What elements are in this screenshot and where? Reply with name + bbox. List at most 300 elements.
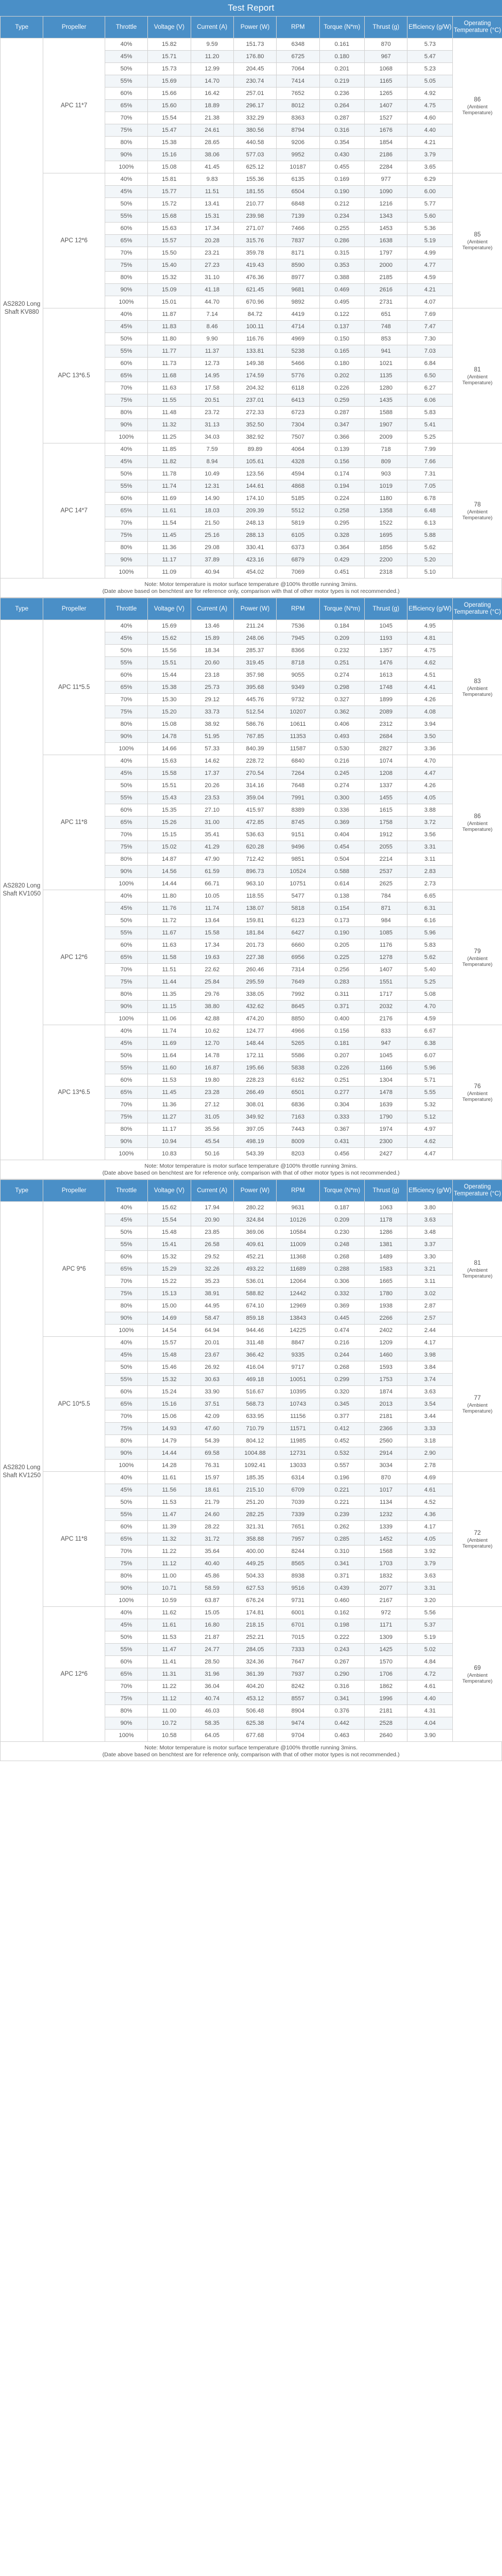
- data-cell: 296.17: [233, 100, 276, 112]
- data-cell: 2185: [365, 272, 407, 284]
- data-cell: 181.84: [233, 927, 276, 939]
- data-cell: 90%: [105, 866, 147, 878]
- data-cell: 0.588: [319, 866, 365, 878]
- motor-type-cell: AS2820 Long Shaft KV1250: [1, 1202, 43, 1742]
- data-cell: 1357: [365, 645, 407, 657]
- data-cell: 75%: [105, 841, 147, 853]
- data-cell: 1854: [365, 137, 407, 149]
- data-cell: 1748: [365, 681, 407, 694]
- data-cell: 1912: [365, 829, 407, 841]
- data-cell: 2181: [365, 1410, 407, 1423]
- data-cell: 15.44: [148, 669, 191, 681]
- data-cell: 70%: [105, 694, 147, 706]
- data-cell: 6.29: [407, 173, 453, 186]
- data-cell: 1090: [365, 186, 407, 198]
- data-cell: 76.31: [191, 1460, 233, 1472]
- data-cell: 4.17: [407, 1337, 453, 1349]
- data-cell: 445.76: [233, 694, 276, 706]
- data-cell: 6123: [277, 915, 319, 927]
- data-cell: 65%: [105, 1398, 147, 1410]
- data-cell: 15.08: [148, 161, 191, 173]
- data-cell: 9704: [277, 1730, 319, 1742]
- table-row: [1, 1202, 502, 1214]
- data-cell: 1216: [365, 198, 407, 210]
- data-cell: 15.31: [191, 210, 233, 223]
- data-cell: 5.73: [407, 38, 453, 51]
- data-cell: 65%: [105, 817, 147, 829]
- data-cell: 0.495: [319, 296, 365, 308]
- data-cell: 45.54: [191, 1136, 233, 1148]
- data-cell: 8590: [277, 259, 319, 272]
- data-cell: 0.285: [319, 1533, 365, 1545]
- data-cell: 472.85: [233, 817, 276, 829]
- data-cell: 0.201: [319, 63, 365, 75]
- data-cell: 3.54: [407, 1398, 453, 1410]
- data-cell: 5238: [277, 345, 319, 358]
- propeller-cell: APC 10*5.5: [43, 1337, 105, 1472]
- data-cell: 6701: [277, 1619, 319, 1631]
- temperature-cell: [452, 173, 502, 308]
- data-cell: 0.460: [319, 1595, 365, 1607]
- data-cell: 260.46: [233, 964, 276, 976]
- data-cell: 18.61: [191, 1484, 233, 1496]
- data-cell: 228.72: [233, 755, 276, 767]
- data-cell: 2032: [365, 1001, 407, 1013]
- data-cell: 11.85: [148, 443, 191, 456]
- data-cell: 75%: [105, 1423, 147, 1435]
- data-cell: 5477: [277, 890, 319, 902]
- column-header: Propeller: [43, 1180, 105, 1202]
- propeller-cell: APC 14*7: [43, 443, 105, 578]
- column-header: Thrust (g): [365, 598, 407, 620]
- data-cell: 0.255: [319, 223, 365, 235]
- data-cell: 28.65: [191, 137, 233, 149]
- data-cell: 3.30: [407, 1251, 453, 1263]
- data-cell: 0.209: [319, 632, 365, 645]
- data-cell: 239.98: [233, 210, 276, 223]
- data-cell: 1615: [365, 804, 407, 817]
- temperature-value: 81: [474, 366, 481, 373]
- note-line: (Date above based on benchtest are for reference only, comparison with that of other motor types is not recommended.): [102, 588, 400, 595]
- data-cell: 15.68: [148, 210, 191, 223]
- data-cell: 0.369: [319, 1300, 365, 1312]
- data-cell: 69.58: [191, 1447, 233, 1460]
- propeller-cell: APC 12*6: [43, 890, 105, 1025]
- data-cell: 1780: [365, 1288, 407, 1300]
- data-cell: 1938: [365, 1300, 407, 1312]
- data-cell: 506.48: [233, 1705, 276, 1717]
- data-cell: 5.23: [407, 63, 453, 75]
- temperature-value: 86: [474, 96, 481, 103]
- data-cell: 0.532: [319, 1447, 365, 1460]
- data-cell: 1665: [365, 1275, 407, 1288]
- data-cell: 80%: [105, 853, 147, 866]
- data-cell: 11.27: [148, 1111, 191, 1123]
- data-cell: 1165: [365, 75, 407, 88]
- data-cell: 0.207: [319, 1050, 365, 1062]
- data-cell: 0.286: [319, 235, 365, 247]
- data-cell: 11587: [277, 743, 319, 755]
- data-cell: 5466: [277, 358, 319, 370]
- data-cell: 0.456: [319, 1148, 365, 1160]
- note-line: Note: Motor temperature is motor surface temperature @100% throttle running 3mins.: [144, 1745, 358, 1751]
- data-cell: 20.60: [191, 657, 233, 669]
- data-cell: 15.32: [148, 272, 191, 284]
- table-row: [1, 308, 502, 321]
- data-cell: 195.66: [233, 1062, 276, 1074]
- data-cell: 11.54: [148, 517, 191, 529]
- data-cell: 11.36: [148, 542, 191, 554]
- data-cell: 31.10: [191, 272, 233, 284]
- data-cell: 512.54: [233, 706, 276, 718]
- data-cell: 64.94: [191, 1325, 233, 1337]
- data-cell: 1583: [365, 1263, 407, 1275]
- temperature-value: 69: [474, 1665, 481, 1671]
- data-cell: 60%: [105, 1386, 147, 1398]
- data-cell: 20.51: [191, 394, 233, 407]
- table-row: [1, 1025, 502, 1037]
- data-cell: 0.345: [319, 1398, 365, 1410]
- data-cell: 6427: [277, 927, 319, 939]
- data-cell: 8904: [277, 1705, 319, 1717]
- data-cell: 11.60: [148, 1062, 191, 1074]
- data-cell: 176.80: [233, 51, 276, 63]
- data-cell: 15.35: [148, 804, 191, 817]
- data-cell: 266.49: [233, 1087, 276, 1099]
- data-cell: 0.196: [319, 1472, 365, 1484]
- data-cell: 2827: [365, 743, 407, 755]
- data-cell: 2055: [365, 841, 407, 853]
- data-cell: 1017: [365, 1484, 407, 1496]
- data-cell: 12.31: [191, 480, 233, 493]
- data-cell: 3.36: [407, 743, 453, 755]
- data-cell: 8242: [277, 1681, 319, 1693]
- table-row: [1, 1607, 502, 1619]
- data-cell: 90%: [105, 1136, 147, 1148]
- data-cell: 70%: [105, 1275, 147, 1288]
- data-cell: 210.77: [233, 198, 276, 210]
- data-cell: 42.09: [191, 1410, 233, 1423]
- footnote: [0, 1742, 502, 1761]
- data-cell: 1758: [365, 817, 407, 829]
- data-cell: 149.38: [233, 358, 276, 370]
- data-cell: 404.20: [233, 1681, 276, 1693]
- data-cell: 4.70: [407, 755, 453, 767]
- data-cell: 3.84: [407, 1361, 453, 1374]
- data-cell: 0.504: [319, 853, 365, 866]
- data-cell: 70%: [105, 829, 147, 841]
- data-cell: 15.47: [148, 124, 191, 137]
- data-cell: 0.169: [319, 173, 365, 186]
- data-cell: 6.07: [407, 1050, 453, 1062]
- data-cell: 55%: [105, 927, 147, 939]
- data-cell: 0.262: [319, 1521, 365, 1533]
- data-cell: 0.287: [319, 112, 365, 124]
- data-cell: 416.04: [233, 1361, 276, 1374]
- data-cell: 15.54: [148, 112, 191, 124]
- data-cell: 272.33: [233, 407, 276, 419]
- data-cell: 15.60: [148, 100, 191, 112]
- data-cell: 15.20: [148, 706, 191, 718]
- column-header: Current (A): [191, 598, 233, 620]
- data-cell: 2.90: [407, 1447, 453, 1460]
- propeller-cell: APC 13*6.5: [43, 1025, 105, 1160]
- data-cell: 0.412: [319, 1423, 365, 1435]
- column-header: Power (W): [233, 598, 276, 620]
- data-cell: 870: [365, 1472, 407, 1484]
- data-cell: 44.95: [191, 1300, 233, 1312]
- data-cell: 0.190: [319, 186, 365, 198]
- data-cell: 2537: [365, 866, 407, 878]
- data-cell: 11.56: [148, 1484, 191, 1496]
- data-cell: 1703: [365, 1558, 407, 1570]
- data-cell: 4.70: [407, 1001, 453, 1013]
- data-cell: 14.78: [191, 1050, 233, 1062]
- data-cell: 24.61: [191, 124, 233, 137]
- data-cell: 144.61: [233, 480, 276, 493]
- data-cell: 55%: [105, 210, 147, 223]
- data-cell: 1476: [365, 657, 407, 669]
- data-cell: 58.59: [191, 1582, 233, 1595]
- data-cell: 35.64: [191, 1545, 233, 1558]
- data-cell: 0.268: [319, 1361, 365, 1374]
- data-cell: 181.55: [233, 186, 276, 198]
- data-cell: 174.81: [233, 1607, 276, 1619]
- data-cell: 31.72: [191, 1533, 233, 1545]
- data-cell: 5.55: [407, 1087, 453, 1099]
- data-cell: 20.28: [191, 235, 233, 247]
- data-cell: 0.161: [319, 38, 365, 51]
- data-cell: 15.69: [148, 620, 191, 632]
- data-cell: 0.452: [319, 1435, 365, 1447]
- data-cell: 55%: [105, 345, 147, 358]
- data-cell: 40%: [105, 1472, 147, 1484]
- data-cell: 0.225: [319, 952, 365, 964]
- data-cell: 0.212: [319, 198, 365, 210]
- data-cell: 70%: [105, 382, 147, 394]
- data-cell: 9.59: [191, 38, 233, 51]
- data-cell: 15.58: [148, 767, 191, 780]
- note-line: Note: Motor temperature is motor surface temperature @100% throttle running 3mins.: [144, 1163, 358, 1169]
- data-cell: 10051: [277, 1374, 319, 1386]
- ambient-label: (Ambient Temperature): [462, 1402, 493, 1414]
- data-cell: 14.93: [148, 1423, 191, 1435]
- data-cell: 6.50: [407, 370, 453, 382]
- data-cell: 5.71: [407, 1074, 453, 1087]
- data-cell: 7163: [277, 1111, 319, 1123]
- column-header: Voltage (V): [148, 598, 191, 620]
- data-cell: 100%: [105, 1325, 147, 1337]
- data-cell: 84.72: [233, 308, 276, 321]
- data-cell: 11.48: [148, 407, 191, 419]
- data-cell: 324.84: [233, 1214, 276, 1226]
- data-cell: 12969: [277, 1300, 319, 1312]
- data-cell: 0.221: [319, 1496, 365, 1509]
- data-cell: 285.37: [233, 645, 276, 657]
- data-cell: 14.70: [191, 75, 233, 88]
- data-cell: 15.08: [148, 718, 191, 731]
- data-cell: 2186: [365, 149, 407, 161]
- data-cell: 2200: [365, 554, 407, 566]
- data-cell: 1280: [365, 382, 407, 394]
- data-cell: 1570: [365, 1656, 407, 1668]
- data-cell: 6373: [277, 542, 319, 554]
- data-cell: 15.73: [148, 63, 191, 75]
- data-cell: 6504: [277, 186, 319, 198]
- data-cell: 31.13: [191, 419, 233, 431]
- data-cell: 5838: [277, 1062, 319, 1074]
- data-cell: 40%: [105, 890, 147, 902]
- data-cell: 4.21: [407, 137, 453, 149]
- data-cell: 45%: [105, 1037, 147, 1050]
- data-cell: 6413: [277, 394, 319, 407]
- data-cell: 2914: [365, 1447, 407, 1460]
- data-cell: 1166: [365, 1062, 407, 1074]
- data-cell: 0.184: [319, 620, 365, 632]
- data-cell: 3.11: [407, 853, 453, 866]
- data-cell: 15.82: [148, 38, 191, 51]
- data-cell: 3.88: [407, 804, 453, 817]
- footnote: [0, 578, 502, 598]
- data-cell: 11.12: [148, 1693, 191, 1705]
- data-cell: 1019: [365, 480, 407, 493]
- data-cell: 452.21: [233, 1251, 276, 1263]
- data-cell: 0.248: [319, 1239, 365, 1251]
- data-cell: 27.23: [191, 259, 233, 272]
- data-cell: 11.69: [148, 1037, 191, 1050]
- data-cell: 5.47: [407, 51, 453, 63]
- data-cell: 0.429: [319, 554, 365, 566]
- temperature-value: 77: [474, 1394, 481, 1401]
- data-cell: 15.15: [148, 829, 191, 841]
- data-cell: 9851: [277, 853, 319, 866]
- table-row: [1, 38, 502, 51]
- data-cell: 29.52: [191, 1251, 233, 1263]
- data-cell: 105.61: [233, 456, 276, 468]
- data-cell: 185.35: [233, 1472, 276, 1484]
- data-cell: 8938: [277, 1570, 319, 1582]
- data-cell: 50%: [105, 198, 147, 210]
- data-cell: 75%: [105, 1288, 147, 1300]
- data-cell: 454.02: [233, 566, 276, 578]
- data-cell: 369.06: [233, 1226, 276, 1239]
- data-cell: 23.28: [191, 1087, 233, 1099]
- data-cell: 0.174: [319, 468, 365, 480]
- data-cell: 0.259: [319, 394, 365, 407]
- data-cell: 7333: [277, 1644, 319, 1656]
- data-cell: 2181: [365, 1705, 407, 1717]
- data-cell: 80%: [105, 988, 147, 1001]
- data-cell: 6.16: [407, 915, 453, 927]
- data-cell: 14.69: [148, 1312, 191, 1325]
- data-cell: 90%: [105, 1582, 147, 1595]
- data-cell: 1695: [365, 529, 407, 542]
- data-cell: 0.162: [319, 1607, 365, 1619]
- data-cell: 620.28: [233, 841, 276, 853]
- data-cell: 21.79: [191, 1496, 233, 1509]
- data-cell: 80%: [105, 1570, 147, 1582]
- data-cell: 0.236: [319, 88, 365, 100]
- data-cell: 211.24: [233, 620, 276, 632]
- data-cell: 13.41: [191, 198, 233, 210]
- data-cell: 15.62: [148, 632, 191, 645]
- data-cell: 12.70: [191, 1037, 233, 1050]
- data-cell: 23.85: [191, 1226, 233, 1239]
- data-cell: 2616: [365, 284, 407, 296]
- data-cell: 0.388: [319, 272, 365, 284]
- data-cell: 116.76: [233, 333, 276, 345]
- data-cell: 0.299: [319, 1374, 365, 1386]
- column-header: Current (A): [191, 1180, 233, 1202]
- data-cell: 4.62: [407, 1136, 453, 1148]
- data-cell: 1527: [365, 112, 407, 124]
- data-cell: 4.61: [407, 1681, 453, 1693]
- column-header: Throttle: [105, 17, 147, 38]
- data-cell: 14.56: [148, 866, 191, 878]
- data-cell: 2.78: [407, 1460, 453, 1472]
- data-cell: 248.06: [233, 632, 276, 645]
- data-cell: 124.77: [233, 1025, 276, 1037]
- data-cell: 11156: [277, 1410, 319, 1423]
- data-cell: 543.39: [233, 1148, 276, 1160]
- data-cell: 7648: [277, 780, 319, 792]
- data-cell: 45%: [105, 902, 147, 915]
- data-cell: 15.69: [148, 75, 191, 88]
- column-header: Torque (N*m): [319, 598, 365, 620]
- data-cell: 252.21: [233, 1631, 276, 1644]
- data-cell: 5.56: [407, 1607, 453, 1619]
- data-cell: 11.76: [148, 902, 191, 915]
- data-cell: 90%: [105, 1312, 147, 1325]
- data-cell: 38.06: [191, 149, 233, 161]
- data-cell: 45%: [105, 1214, 147, 1226]
- data-cell: 7652: [277, 88, 319, 100]
- data-cell: 0.347: [319, 419, 365, 431]
- data-cell: 1407: [365, 964, 407, 976]
- data-cell: 361.39: [233, 1668, 276, 1681]
- data-cell: 11.72: [148, 915, 191, 927]
- data-cell: 40.40: [191, 1558, 233, 1570]
- data-cell: 55%: [105, 480, 147, 493]
- data-cell: 1337: [365, 780, 407, 792]
- data-cell: 0.224: [319, 493, 365, 505]
- data-cell: 17.34: [191, 939, 233, 952]
- data-cell: 0.353: [319, 259, 365, 272]
- data-cell: 75%: [105, 529, 147, 542]
- data-cell: 7015: [277, 1631, 319, 1644]
- data-cell: 1455: [365, 792, 407, 804]
- data-cell: 0.137: [319, 321, 365, 333]
- data-cell: 3.79: [407, 1558, 453, 1570]
- data-cell: 7992: [277, 988, 319, 1001]
- temperature-value: 81: [474, 1259, 481, 1266]
- column-header: Voltage (V): [148, 1180, 191, 1202]
- data-cell: 57.33: [191, 743, 233, 755]
- data-cell: 1717: [365, 988, 407, 1001]
- data-cell: 50%: [105, 468, 147, 480]
- data-cell: 14.66: [148, 743, 191, 755]
- data-cell: 0.165: [319, 345, 365, 358]
- data-cell: 15.43: [148, 792, 191, 804]
- data-cell: 55%: [105, 657, 147, 669]
- data-cell: 1193: [365, 632, 407, 645]
- data-cell: 7314: [277, 964, 319, 976]
- data-cell: 75%: [105, 1111, 147, 1123]
- data-cell: 859.18: [233, 1312, 276, 1325]
- data-cell: 61.59: [191, 866, 233, 878]
- data-cell: 536.01: [233, 1275, 276, 1288]
- data-cell: 8977: [277, 272, 319, 284]
